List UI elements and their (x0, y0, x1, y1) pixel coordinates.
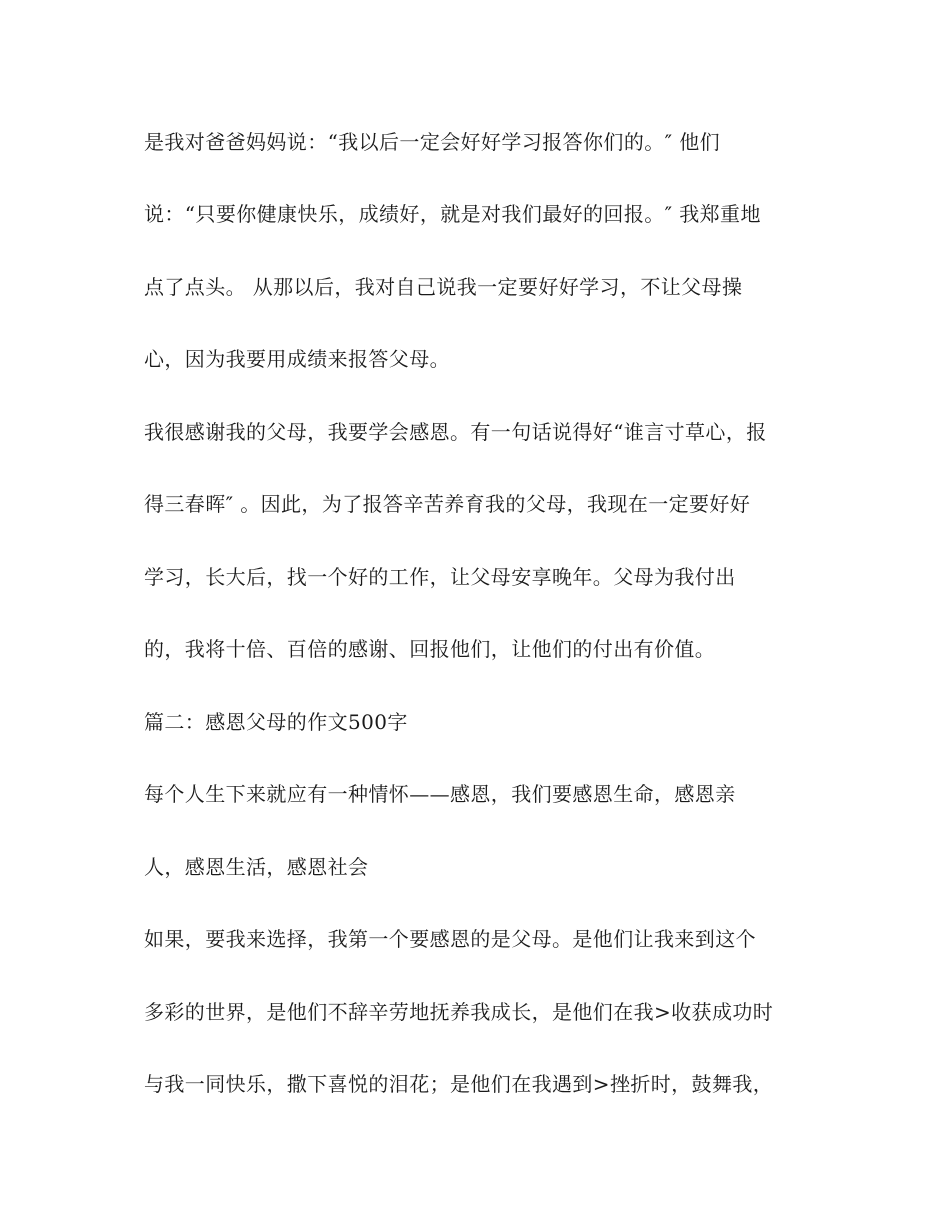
text-line: 得三春晖″ 。因此，为了报答辛苦养育我的父母，我现在一定要好好 (144, 492, 751, 516)
text-line: 与我一同快乐，撒下喜悦的泪花；是他们在我遇到>挫折时，鼓舞我， (144, 1072, 774, 1096)
text-line: 心，因为我要用成绩来报答父母。 (144, 347, 450, 371)
text-line: 每个人生下来就应有一种情怀——感恩，我们要感恩生命，感恩亲 (144, 782, 736, 806)
text-line: 我很感谢我的父母，我要学会感恩。有一句话说得好“谁言寸草心，报 (144, 420, 767, 444)
text-line: 学习，长大后，找一个好的工作，让父母安享晚年。父母为我付出 (144, 565, 736, 589)
text-line: 是我对爸爸妈妈说：“我以后一定会好好学习报答你们的。″ 他们 (144, 130, 721, 154)
text-line: 说：“只要你健康快乐，成绩好，就是对我们最好的回报。″ 我郑重地 (144, 202, 761, 226)
text-line: 点了点头。 从那以后，我对自己说我一定要好好学习，不让父母操 (144, 275, 743, 299)
text-line: 如果，要我来选择，我第一个要感恩的是父母。是他们让我来到这个 (144, 927, 756, 951)
section-heading: 篇二：感恩父母的作文500字 (144, 710, 408, 734)
text-line: 多彩的世界，是他们不辞辛劳地抚养我成长，是他们在我>收获成功时 (144, 1000, 774, 1024)
text-line: 的，我将十倍、百倍的感谢、回报他们，让他们的付出有价值。 (144, 637, 716, 661)
text-line: 人，感恩生活，感恩社会 (144, 855, 369, 879)
